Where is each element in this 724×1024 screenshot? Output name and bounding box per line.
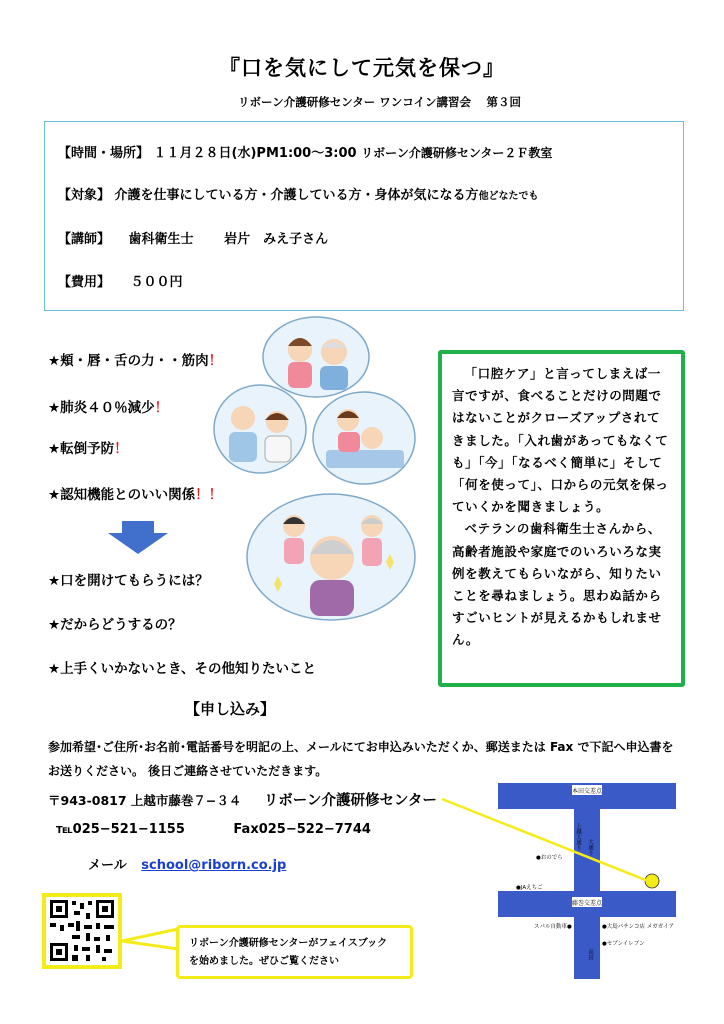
target-value: 介護を仕事にしている方・介護している方・身体が気になる方: [114, 188, 479, 203]
lecturer-role: 歯科衛生士: [128, 232, 194, 247]
time-place-label: 【時間・場所】: [58, 146, 150, 161]
mail-line: [88, 854, 286, 873]
map-road-label-1: 上越大通り: [575, 823, 581, 851]
description-paragraph-2: ベテランの歯科衛生士さんから、高齢者施設や家庭でのいろいろな実例を教えてもらいながら、知りたいことを尋ねましょう。思わぬ話からすごいヒントが見えるかもしれません。: [452, 521, 662, 648]
info-target: [58, 184, 539, 203]
bullet-open-mouth: ★口を開けてもらうには？: [48, 573, 209, 589]
pointer-line: [440, 793, 660, 889]
down-arrow-icon: [106, 521, 170, 555]
description-paragraph-1: 「口腔ケア」と言ってしまえば一言ですが、食べることだけの問題ではないことがクローズアップされてきました。「入れ歯があってもなくても」「今」「なるべく簡単に」そして「何を使って」、口からの元気を保っていくかを聞きましょう。: [452, 366, 669, 515]
page-subtitle: リボーン介護研修センター ワンコイン講習会 第３回: [238, 95, 521, 109]
apply-heading: 【申し込み】: [185, 700, 276, 718]
illustration-brushing-teeth: [213, 384, 307, 474]
facebook-line-1: リボーン介護研修センターがフェイスブック: [189, 938, 388, 949]
callout-arrow-icon: [122, 927, 182, 951]
lecturer-label: 【講師】: [58, 232, 111, 247]
mail-link[interactable]: school@riborn.co.jp: [141, 858, 287, 873]
facebook-line-2: を始めました。ぜひご覧ください: [189, 956, 339, 967]
center-name: リボーン介護研修センター: [263, 793, 437, 809]
info-fee: [58, 271, 183, 290]
qr-code-icon: [46, 897, 118, 965]
map-label-mid: 藤巻交差点: [571, 900, 603, 907]
info-lecturer: [58, 228, 328, 247]
mail-label: メール: [88, 858, 127, 873]
illustration-bed-care: [312, 390, 416, 486]
map-spot-5: ●セブンイレブン: [602, 941, 645, 947]
map-label-top: 本田交差点: [571, 788, 603, 795]
phone-fax: [56, 822, 371, 837]
address: [48, 789, 437, 810]
lecturer-name: 岩片 みえ子さん: [224, 232, 329, 247]
time-place-venue: リボーン介護研修センター２Ｆ教室: [361, 146, 553, 160]
apply-body: 参加希望･ご住所･お名前･電話番号を明記の上、メールにてお申込みいただくか、郵送または Fax で下記へ申込書をお送りください。 後日ご連絡させていただきます。: [48, 740, 674, 778]
time-place-value: １１月２８日(水)PM1:00～3:00: [153, 146, 357, 161]
map-spot-2: ●JAえちご: [516, 885, 543, 891]
fee-value: ５００円: [130, 275, 183, 290]
bullet-what-to-do: ★だからどうするの？: [48, 617, 182, 633]
fee-label: 【費用】: [58, 275, 111, 290]
map-spot-3: スバル自動車●: [534, 924, 572, 930]
info-time-place: [58, 142, 552, 161]
bullet-cognitive: ★認知機能とのいい関係！！: [48, 487, 223, 503]
target-label: 【対象】: [58, 188, 111, 203]
phone-number: ℡025−521−1155: [56, 822, 185, 837]
map-road-label-2: 大通り: [587, 839, 593, 856]
facebook-callout: [176, 925, 413, 979]
bullet-fall: ★転倒予防！: [48, 441, 128, 457]
postal-address: 〒943-0817 上越市藤巻７−３４: [48, 793, 242, 808]
map-spot-4: ●大島パチンコ店 メガガイア: [602, 924, 674, 930]
map-road-label-3: 高田: [587, 949, 593, 960]
target-note: 他どなたでも: [478, 191, 539, 202]
page-title: 『口を気にして元気を保つ』: [219, 56, 505, 80]
bullet-pneumonia: ★肺炎４０％減少！: [48, 400, 169, 416]
fax-number: Fax025−522−7744: [233, 822, 371, 837]
bullet-troubles: ★上手くいかないとき、その他知りたいこと: [48, 661, 317, 677]
description-box: [438, 350, 685, 687]
illustration-elderly-group: [246, 492, 416, 622]
bullet-muscle: ★頬・唇・舌の力・・筋肉！: [48, 353, 223, 369]
map-spot-1: ●おのでら: [536, 855, 563, 861]
qr-code[interactable]: [42, 893, 122, 969]
